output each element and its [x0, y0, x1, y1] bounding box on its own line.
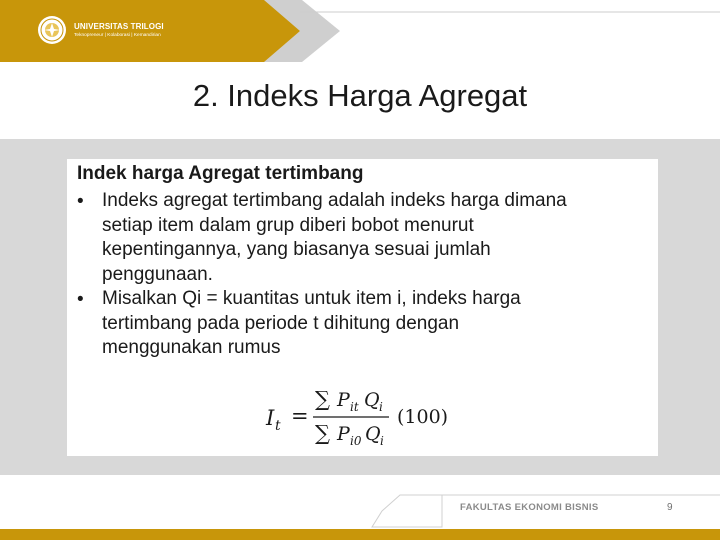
- formula-lhs-subscript: t: [275, 418, 281, 434]
- denominator-price: P: [337, 423, 350, 445]
- bullet-marker: •: [77, 191, 84, 212]
- numerator-sum: ∑: [315, 387, 330, 411]
- bullet-2-line: menggunakan rumus: [102, 337, 281, 358]
- content-box: [67, 159, 658, 456]
- bullet-1-line: setiap item dalam grup diberi bobot menurut: [102, 214, 474, 236]
- bullet-2-line: Misalkan Qi = kuantitas untuk item i, indeks harga: [102, 288, 521, 309]
- denominator-quantity: Q: [365, 423, 381, 445]
- bullet-marker: •: [77, 289, 84, 310]
- bullet-1-line: kepentingannya, yang biasanya sesuai jumlah: [102, 239, 491, 260]
- formula-multiplier: (100): [397, 406, 449, 428]
- bullet-paragraph-1: [102, 189, 652, 287]
- brand-name: UNIVERSITAS TRILOGI: [74, 22, 164, 31]
- formula-equals: =: [291, 404, 309, 428]
- slide-title: 2. Indeks Harga Agregat: [192, 78, 528, 113]
- bullet-paragraph-2: [102, 287, 652, 361]
- denominator-quantity-subscript: i: [380, 434, 384, 448]
- numerator-quantity-subscript: i: [379, 400, 383, 414]
- content-heading: Indek harga Agregat tertimbang: [77, 163, 364, 184]
- formula-lhs: I: [266, 406, 275, 430]
- denominator-sum: ∑: [315, 421, 330, 445]
- university-logo-icon: [36, 14, 68, 46]
- numerator-price: P: [337, 389, 350, 411]
- numerator-price-subscript: it: [350, 400, 359, 414]
- bullet-2-line: tertimbang pada periode t dihitung dengan: [102, 312, 460, 334]
- bullet-1-line: Indeks agregat tertimbang adalah indeks harga dimana: [102, 190, 567, 211]
- denominator-price-subscript: i0: [350, 434, 362, 448]
- footer-gold-strip: [0, 529, 720, 540]
- numerator-quantity: Q: [364, 389, 380, 411]
- faculty-label: FAKULTAS EKONOMI BISNIS: [460, 502, 599, 513]
- brand-tagline: Teknopreneur | Kolaborasi | Kemandirian: [74, 33, 161, 38]
- bullet-1-line: penggunaan.: [102, 263, 213, 285]
- page-number: 9: [667, 502, 673, 513]
- footer-decoration: [0, 475, 720, 540]
- weighted-index-formula: [67, 379, 658, 454]
- header-banner: [0, 0, 720, 62]
- footer-chevron-outline: [372, 495, 442, 527]
